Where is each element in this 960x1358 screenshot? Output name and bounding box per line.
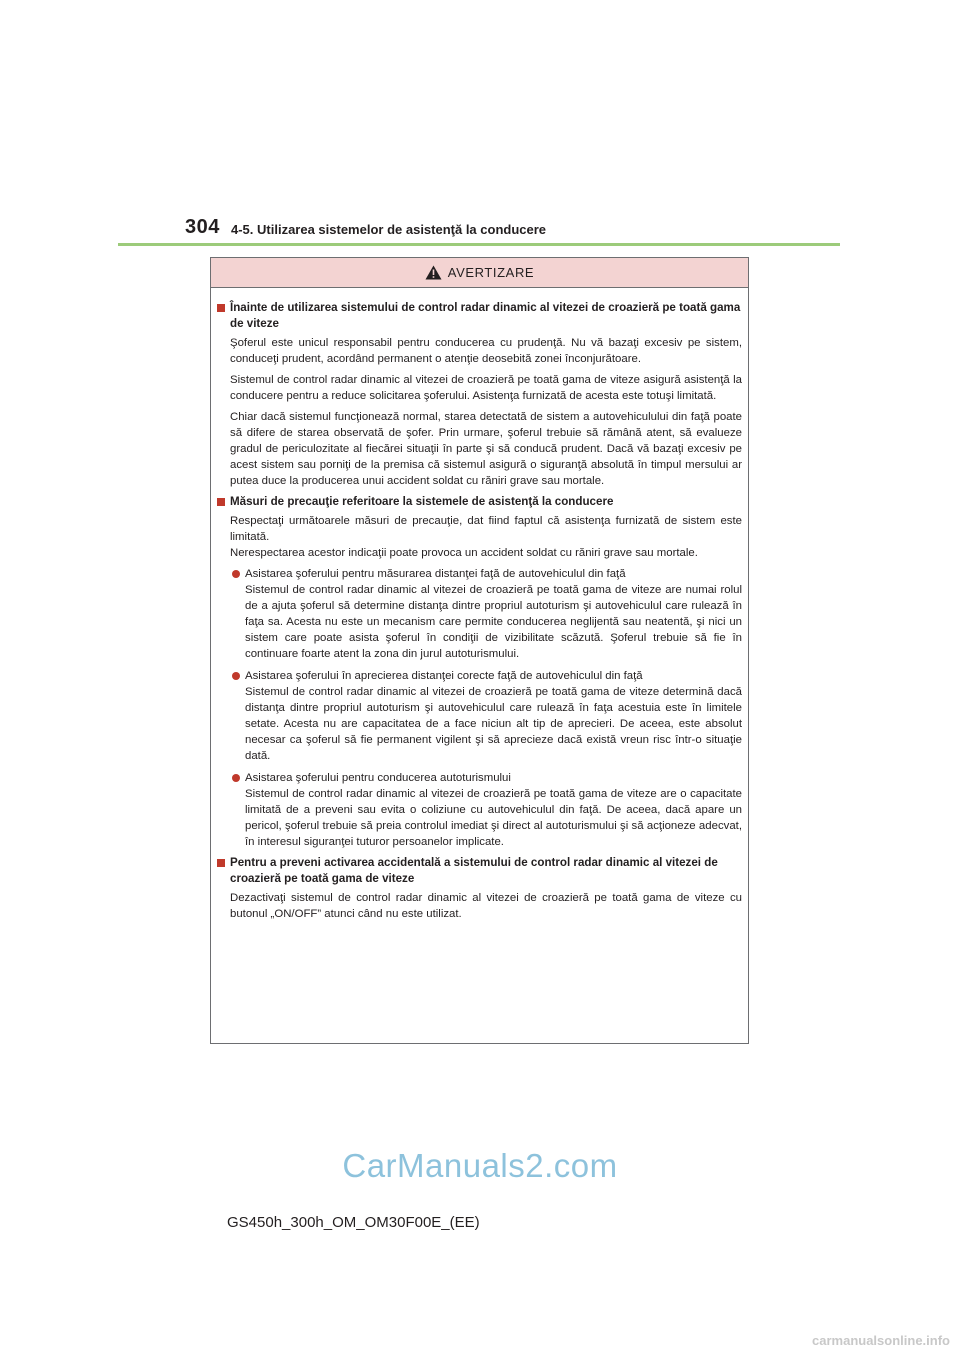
warning-box [210, 257, 749, 1044]
header-rule [118, 243, 840, 246]
list-item [230, 668, 742, 764]
red-dot-bullet-icon [232, 774, 240, 782]
red-square-bullet-icon [217, 859, 225, 867]
page-number: 304 [185, 216, 220, 238]
bullet-text: Sistemul de control radar dinamic al vitezei de croazieră pe toată gama de viteze are o capacitate limitată de a preveni sau evita o coliziune cu autovehiculul din faţă. De aceea, dacă apare un pericol, şoferul trebuie să preia controlul imediat şi direct al autoturismului şi să acţioneze adecvat, în interesul siguranţei tuturor persoanelor implicate. [245, 788, 742, 848]
bullet-heading: Asistarea şoferului pentru măsurarea distanţei faţă de autovehiculul din faţă [245, 568, 626, 580]
bullet-heading: Asistarea şoferului pentru conducerea autoturismului [245, 772, 511, 784]
paragraph: Dezactivaţi sistemul de control radar dinamic al vitezei de croazieră pe toată gama de viteze cu butonul „ON/OFF” atunci când nu este utilizat. [230, 892, 742, 920]
paragraph-line: Respectaţi următoarele măsuri de precauţie, dat fiind faptul că asistenţa furnizată de sistem este limitată. [230, 515, 742, 543]
watermark-logo: CarManuals2.com [342, 1147, 618, 1184]
warning-title: AVERTIZARE [447, 265, 535, 280]
red-square-bullet-icon [217, 498, 225, 506]
paragraph: Şoferul este unicul responsabil pentru conducerea cu prudenţă. Nu vă bazaţi excesiv pe sistem, conduceţi prudent, acordând permanent o atenţie deosebită zonei înconjurătoare. [230, 337, 742, 365]
warning-header [211, 258, 748, 288]
paragraph [230, 513, 742, 561]
bullet-text: Sistemul de control radar dinamic al vitezei de croazieră pe toată gama de viteze determină dacă distanţa dintre propriul autoturism şi autovehiculul care rulează în faţa acestuia este în limitele setate. Acesta nu are capacitatea de a face niciun alt tip de aprecieri. De aceea, este absolut necesar ca şoferul să fie permanent vigilent şi să aprecieze dacă există vreun risc într-o situaţie dată. [245, 686, 742, 762]
list-item [230, 770, 742, 850]
warning-section-before-use [217, 300, 742, 489]
paragraph: Chiar dacă sistemul funcţionează normal, starea detectată de sistem a autovehiculului din faţă poate să difere de starea observată de şofer. Prin urmare, şoferul trebuie să rămână atent, să evalueze gradul de periculozitate al fiecărei situaţii în parte şi să conducă prudent. Dacă vă bazaţi excesiv pe acest sistem sau porniţi de la premisa că sistemul asigură o siguranţă absolută în timpul mersului ar putea duce la producerea unui accident soldat cu răniri grave sau mortale. [230, 411, 742, 487]
section-heading: Pentru a preveni activarea accidentală a sistemului de control radar dinamic al vitezei de croazieră pe toată gama de viteze [230, 856, 718, 885]
red-dot-bullet-icon [232, 570, 240, 578]
footer-document-code: GS450h_300h_OM_OM30F00E_(EE) [227, 1214, 480, 1231]
bullet-list [230, 566, 742, 850]
paragraph: Sistemul de control radar dinamic al vitezei de croazieră pe toată gama de viteze asigură asistenţă la conducere pentru a reduce solicitarea şoferului. Asistenţa furnizată de acesta este totuşi limitată. [230, 374, 742, 402]
warning-section-prevent-activation [217, 855, 742, 922]
warning-triangle-icon [425, 265, 442, 280]
red-square-bullet-icon [217, 304, 225, 312]
section-heading: Măsuri de precauţie referitoare la sistemele de asistenţă la conducere [230, 495, 614, 508]
paragraph-line: Nerespectarea acestor indicaţii poate provoca un accident soldat cu răniri grave sau mortale. [230, 547, 698, 559]
bullet-heading: Asistarea şoferului în aprecierea distanţei corecte faţă de autovehiculul din faţă [245, 670, 643, 682]
bottom-url-watermark: carmanualsonline.info [812, 1333, 950, 1348]
list-item [230, 566, 742, 662]
bullet-text: Sistemul de control radar dinamic al vitezei de croazieră pe toată gama de viteze are numai rolul de a ajuta şoferul să determine distanţa dintre propriul autoturism şi autovehiculul care rulează în faţa sa. Acesta nu este un mecanism care permite conducerea neglijentă sau neatentă, şi nici un sistem care poate asista şoferul în condiţii de vizibilitate scăzută. Şoferul trebuie să fie în continuare foarte atent la zona din jurul autoturismului. [245, 584, 742, 660]
warning-section-precautions [217, 494, 742, 850]
section-title: 4-5. Utilizarea sistemelor de asistenţă la conducere [231, 222, 547, 237]
red-dot-bullet-icon [232, 672, 240, 680]
section-heading: Înainte de utilizarea sistemului de control radar dinamic al vitezei de croazieră pe toată gama de viteze [230, 301, 741, 330]
warning-body [211, 288, 748, 922]
